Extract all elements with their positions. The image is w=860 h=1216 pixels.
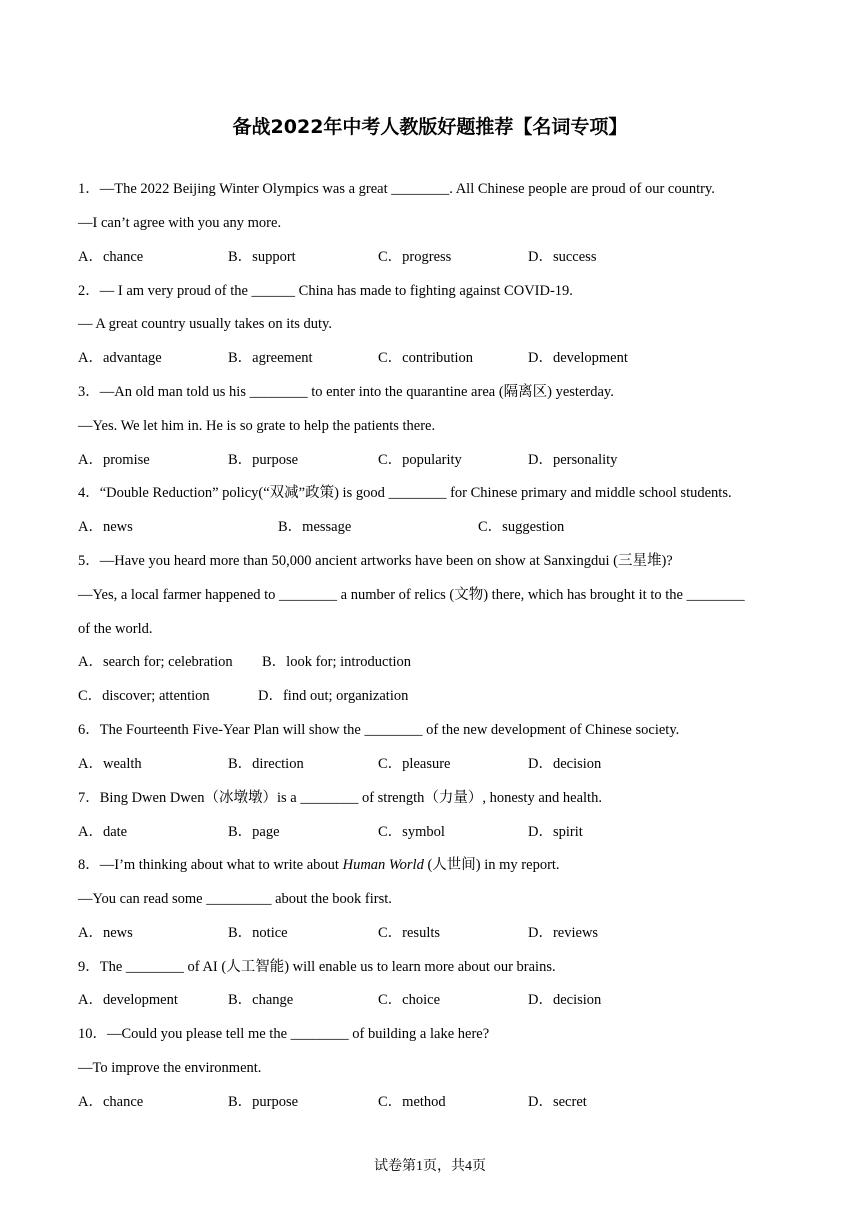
option-a: A．date (78, 824, 128, 840)
question-7-line-1: 7．Bing Dwen Dwen（冰墩墩）is a ________ of strength（力量）, honesty and health. (78, 790, 602, 806)
option-d: D．development (528, 350, 628, 366)
question-2-line-2: — A great country usually takes on its duty. (78, 316, 332, 332)
option-b: B．change (228, 992, 294, 1008)
option-a: A．chance (78, 249, 144, 265)
option-d: D．decision (528, 992, 602, 1008)
option-d: D．spirit (528, 824, 583, 840)
option-d: D．decision (528, 756, 602, 772)
option-c: C．symbol (378, 824, 445, 840)
question-4-line-1: 4．“Double Reduction” policy(“双减”政策) is good ________ for Chinese primary and middle school students. (78, 485, 732, 501)
option-c: C．discover; attention (78, 688, 210, 704)
question-10-line-1: 10．—Could you please tell me the ________ of building a lake here? (78, 1026, 490, 1042)
question-5-line-1: 5．—Have you heard more than 50,000 ancient artworks have been on show at Sanxingdui (三星堆)? (78, 553, 673, 569)
question-8-text-pre: 8．—I’m thinking about what to write about (78, 857, 343, 873)
option-c: C．method (378, 1094, 446, 1110)
question-8-book-title: Human World (342, 857, 424, 873)
question-3-line-2: —Yes. We let him in. He is so grate to help the patients there. (78, 418, 436, 434)
option-c: C．choice (378, 992, 441, 1008)
option-b: B．purpose (228, 452, 299, 468)
question-9-line-1: 9．The ________ of AI (人工智能) will enable us to learn more about our brains. (78, 959, 556, 975)
option-a: A．chance (78, 1094, 144, 1110)
option-d: D．success (528, 249, 597, 265)
option-a: A．advantage (78, 350, 162, 366)
option-a: A．promise (78, 452, 150, 468)
question-8-line-2: —You can read some _________ about the book first. (78, 891, 392, 907)
question-3-line-1: 3．—An old man told us his ________ to enter into the quarantine area (隔离区) yesterday. (78, 384, 614, 400)
option-b: B．support (228, 249, 296, 265)
page-footer: 试卷第1页，共4页 (374, 1159, 486, 1174)
option-a: A．news (78, 519, 133, 535)
question-8-text-post: (人世间) in my report. (423, 857, 560, 873)
option-c: C．pleasure (378, 756, 451, 772)
question-2-line-1: 2．— I am very proud of the ______ China has made to fighting against COVID-19. (78, 283, 573, 299)
option-b: B．look for; introduction (262, 654, 412, 670)
option-d: D．personality (528, 452, 618, 468)
option-b: B．notice (228, 925, 288, 941)
question-6-line-1: 6．The Fourteenth Five-Year Plan will show the ________ of the new development of Chinese society. (78, 722, 680, 738)
question-5-line-3: of the world. (78, 621, 153, 637)
option-a: A．wealth (78, 756, 142, 772)
option-c: C．popularity (378, 452, 462, 468)
question-10-line-2: —To improve the environment. (78, 1060, 262, 1076)
option-a: A．development (78, 992, 178, 1008)
option-b: B．purpose (228, 1094, 299, 1110)
question-1-line-1: 1．—The 2022 Beijing Winter Olympics was a great ________. All Chinese people are proud of our country. (78, 181, 715, 197)
option-c: C．results (378, 925, 441, 941)
question-8-line-1 (78, 855, 560, 875)
option-b: B．page (228, 824, 280, 840)
option-a: A．search for; celebration (78, 654, 233, 670)
option-a: A．news (78, 925, 133, 941)
option-c: C．progress (378, 249, 452, 265)
option-d: D．secret (528, 1094, 587, 1110)
option-d: D．find out; organization (258, 688, 409, 704)
option-d: D．reviews (528, 925, 599, 941)
option-c: C．suggestion (478, 519, 565, 535)
option-c: C．contribution (378, 350, 474, 366)
question-1-line-2: —I can’t agree with you any more. (78, 215, 282, 231)
option-b: B．direction (228, 756, 304, 772)
option-b: B．agreement (228, 350, 313, 366)
page-title: 备战2022年中考人教版好题推荐【名词专项】 (232, 116, 628, 138)
question-5-line-2: —Yes, a local farmer happened to ________ a number of relics (文物) there, which has brought it to the ________ (78, 587, 745, 603)
option-b: B．message (278, 519, 352, 535)
